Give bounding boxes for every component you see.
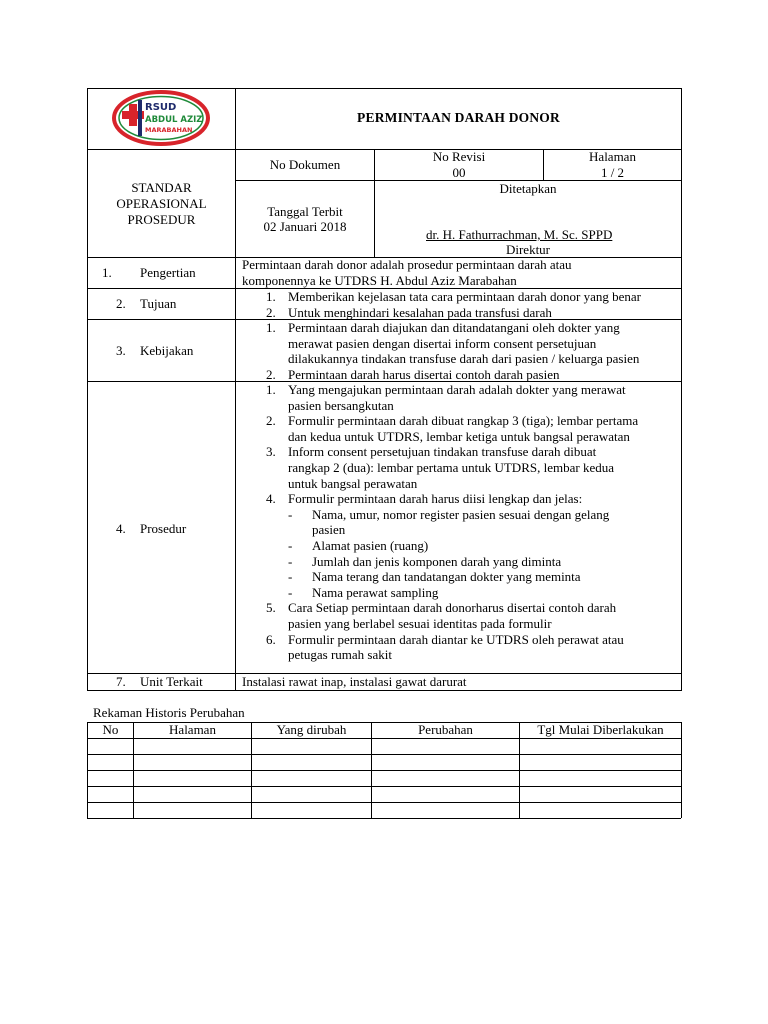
history-bottom-border xyxy=(87,818,681,819)
history-row-line xyxy=(87,786,681,787)
tujuan-list xyxy=(236,289,681,320)
no-dokumen-label: No Dokumen xyxy=(269,157,341,172)
main-bottom-border xyxy=(87,690,681,691)
unit-terkait-text: Instalasi rawat inap, instalasi gawat darurat xyxy=(242,674,467,689)
director-title: Direktur xyxy=(505,242,551,257)
history-header-tgl: Tgl Mulai Diberlakukan xyxy=(537,722,664,737)
kebijakan-list: 1. Permintaan darah diajukan dan ditandatangani oleh dokter yang merawat pasien dengan disertai inform consent persetujuan dilakukannya tindakan transfuse darah dari pasien / keluarga pasien 2. Permintaan darah harus disertai contoh darah pasien xyxy=(266,320,640,382)
history-row-line xyxy=(87,738,681,739)
sop-label-line3: PROSEDUR xyxy=(127,212,196,227)
tanggal-terbit-value: 02 Januari 2018 xyxy=(263,219,347,234)
hospital-logo xyxy=(112,90,210,146)
main-left-border xyxy=(87,88,88,691)
halaman-value: 1 / 2 xyxy=(600,165,625,180)
no-revisi-label: No Revisi xyxy=(432,149,486,164)
history-row-line xyxy=(87,770,681,771)
history-row-line xyxy=(87,802,681,803)
list-item: 2. Untuk menghindari kesalahan pada transfusi darah xyxy=(266,304,552,320)
main-right-border xyxy=(681,88,682,691)
ditetapkan-label: Ditetapkan xyxy=(499,181,557,196)
no-revisi-value: 00 xyxy=(452,165,466,180)
list-item: 1. Memberikan kejelasan tata cara permintaan darah donor yang benar xyxy=(266,289,641,304)
history-header-halaman: Halaman xyxy=(169,722,216,737)
history-caption: Rekaman Historis Perubahan xyxy=(93,705,245,720)
pengertian-text: Permintaan darah donor adalah prosedur permintaan darah atau komponennya ke UTDRS H. Abdul Aziz Marabahan xyxy=(242,257,572,288)
halaman-label: Halaman xyxy=(589,149,636,164)
director-name: dr. H. Fathurrachman, M. Sc. SPPD xyxy=(426,227,613,242)
sop-label-line2: OPERASIONAL xyxy=(116,196,207,211)
svg-text:ABDUL AZIZ: ABDUL AZIZ xyxy=(145,115,203,125)
svg-text:MARABAHAN: MARABAHAN xyxy=(145,126,193,134)
history-row-line xyxy=(87,754,681,755)
history-header-perubahan: Perubahan xyxy=(418,722,473,737)
tanggal-terbit-label: Tanggal Terbit xyxy=(267,204,343,219)
document-title: PERMINTAAN DARAH DONOR xyxy=(357,110,560,125)
prosedur-list: 1. Yang mengajukan permintaan darah adalah dokter yang merawat pasien bersangkutan 2. Formulir permintaan darah dibuat rangkap 3 (tiga); lembar pertama dan kedua untuk UTDRS, lembar ketiga untuk bangsal perawatan 3. Inform consent persetujuan tindakan transfuse darah dibuat rangkap 2 (dua): lembar pertama untuk UTDRS, lembar kedua untuk bangsal perawatan 4. Formulir permintaan darah harus diisi lengkap dan jelas: - Nama, umur, nomor register pasien sesuai dengan gelang pasien - Alamat pasien (ruang) - Jumlah dan jenis komponen darah yang diminta - Nama terang dan tandatangan dokter yang meminta - Nama perawat sampling 5. Cara Setiap permintaan darah donorharus disertai contoh darah pasien yang berlabel sesuai identitas pada formulir 6. Formulir permintaan darah diantar ke UTDRS oleh perawat atau petugas rumah sakit xyxy=(266,382,639,663)
history-header-no: No xyxy=(102,722,119,737)
sop-label-line1: STANDAR xyxy=(131,180,192,195)
header-top-border xyxy=(87,88,681,89)
history-header-yang-dirubah: Yang dirubah xyxy=(276,722,347,737)
history-col-line xyxy=(681,722,682,818)
svg-text:RSUD: RSUD xyxy=(145,102,177,113)
